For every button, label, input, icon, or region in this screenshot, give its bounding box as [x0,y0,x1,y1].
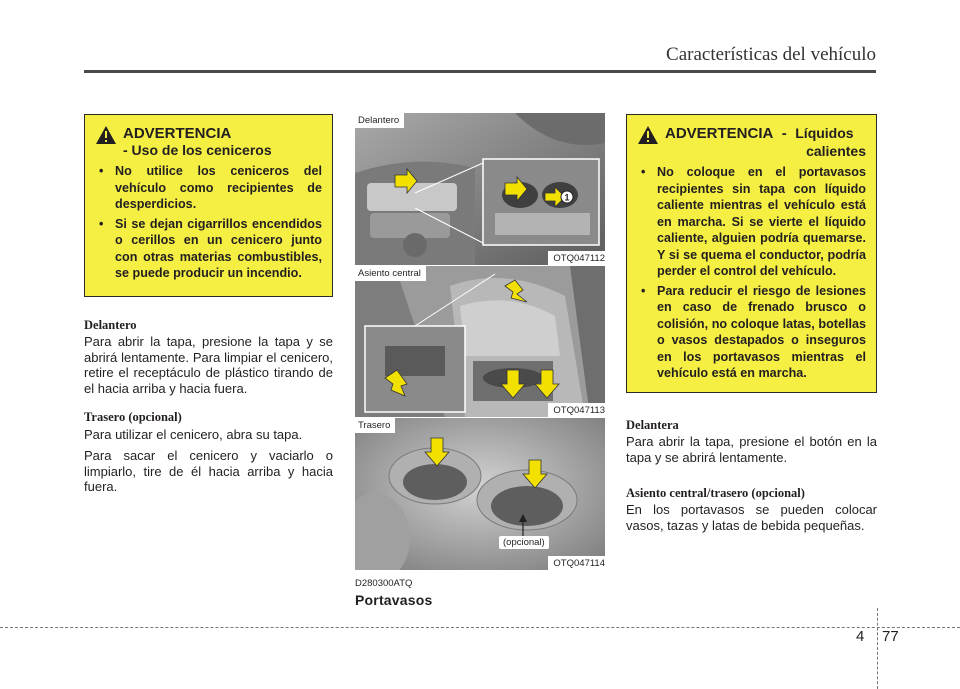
optional-label: (opcional) [499,536,549,549]
paragraph-rear-1: Para utilizar el cenicero, abra su tapa. [84,427,303,442]
warning-item: • No coloque en el portavasos recipientes sin tapa con líquido caliente mientras el vehículo está en marcha. Si se vierte el líquido caliente, alguien podría quemarse. Y si se quema el conductor, podría perder el control del vehículo. [637,164,866,280]
photo-code: OTQ047114 [548,556,605,570]
photo-code: OTQ047113 [548,403,605,417]
document-code: D280300ATQ [355,578,413,589]
warning-item: • Si se dejan cigarrillos encendidos o cerillos en un cenicero junto con otras materias combustibles, se puede producir un incendio. [95,216,322,282]
photo-code: OTQ047112 [548,251,605,265]
header-rule [84,70,876,73]
section-title: Portavasos [355,592,433,608]
heading-center-rear: Asiento central/trasero (opcional) [626,486,805,500]
photo-label: Delantero [355,113,404,128]
warning-title: ADVERTENCIA [123,125,232,142]
paragraph-front-right: Para abrir la tapa, presione el botón en la tapa y se abrirá lentamente. [626,434,877,465]
photo-label: Asiento central [355,266,426,281]
rear-cupholder-illustration [355,418,605,570]
heading-rear: Trasero (opcional) [84,410,182,424]
warning-title: ADVERTENCIA [665,125,774,142]
warning-list [637,164,866,382]
footer-vertical-rule [877,608,879,689]
warning-dash: - [781,125,787,142]
warning-subtitle-line2: calientes [806,143,866,159]
photo-front-cupholder [355,113,605,265]
page-number: 77 [882,628,899,645]
paragraph-front: Para abrir la tapa, presione la tapa y se abrirá lentamente. Para limpiar el cenicero, retire el receptáculo de plástico tirando de el hacia arriba y hacia fuera. [84,334,333,396]
warning-box-ashtray [84,114,333,297]
warning-box-hot-liquids [626,114,877,393]
warning-subtitle: Líquidos [795,125,854,141]
footer-dashed-rule [0,627,960,628]
warning-item: • No utilice los ceniceros del vehículo como recipientes de desperdicios. [95,163,322,213]
warning-list [95,163,322,282]
front-console-illustration [355,113,605,265]
warning-triangle-icon [637,125,659,145]
warning-subtitle: - Uso de los ceniceros [123,142,272,158]
photo-center-cupholder [355,266,605,417]
paragraph-center-rear: En los portavasos se pueden colocar vasos, tazas y latas de bebida pequeñas. [626,502,877,533]
chapter-number: 4 [856,628,865,645]
heading-front-right: Delantera [626,418,679,432]
center-armrest-illustration [355,266,605,417]
photo-label: Trasero [355,418,395,433]
page-header-title: Características del vehículo [666,44,876,65]
warning-triangle-icon [95,125,117,145]
photo-rear-cupholder [355,418,605,570]
paragraph-rear-2: Para sacar el cenicero y vaciarlo o limpiarlo, tire de él hacia arriba y hacia fuera. [84,448,333,495]
callout-number: 1 [564,192,570,203]
warning-item: • Para reducir el riesgo de lesiones en caso de frenado brusco o colisión, no coloque latas, botellas o vasos destapados o inseguros en los portavasos mientras el vehículo está en marcha. [637,283,866,382]
heading-front: Delantero [84,318,137,332]
